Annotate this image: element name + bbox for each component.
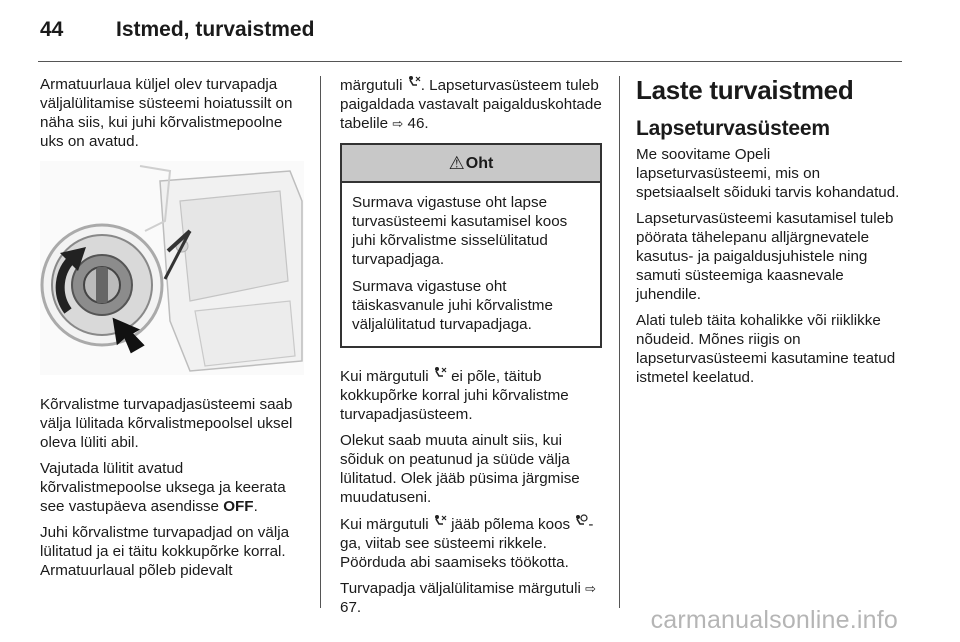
column-1 [40,75,308,587]
warning-text: Surmava vigastuse oht täiskasvanule juhi kõrvalistme väljalülitatud turvapadjaga. [352,278,553,333]
paragraph: Armatuurlaua küljel olev turvapadja väljalülitamise süsteemi hoiatussilt on näha siis, kui juhi kõrvalistmepoolne uks on avatud. [40,76,293,150]
paragraph: Vajutada lülitit avatud kõrvalistmepoolse uksega ja keerata see vastupäeva asendisse OFF. [40,460,286,515]
subsection-heading: Lapseturvasüsteem [636,117,830,140]
airbag-icon [574,514,588,533]
paragraph: Juhi kõrvalistme turvapadjad on välja lülitatud ja ei täitu kokkupõrke korral. Armatuurlaual põleb pidevalt [40,524,290,579]
warning-box [340,143,602,348]
paragraph: märgutuli . Lapseturvasüsteem tuleb paigaldada vastavalt paigalduskohtade tabelile ⇨ 46. [340,77,602,132]
airbag-off-icon [433,366,447,385]
page-header [40,18,314,48]
ref-arrow-icon: ⇨ [585,581,596,596]
airbag-off-icon [433,514,447,533]
section-heading: Laste turvaistmed [636,75,854,105]
watermark: carmanualsonline.info [650,606,898,634]
column-3 [636,75,906,394]
door-switch-illustration [40,161,304,375]
page-number: 44 [40,18,64,41]
warning-triangle-icon: ⚠ [448,152,465,173]
paragraph: Kui märgutuli jääb põlema koos -ga, viitab see süsteemi rikkele. Pöörduda abi saamiseks töökotta. [340,516,594,571]
column-2 [340,75,604,624]
off-keyword: OFF [223,498,254,515]
paragraph: Turvapadja väljalülitamise märgutuli ⇨ 67. [340,580,596,616]
column-divider-2 [619,76,620,608]
warning-header: ⚠ Oht [342,145,600,183]
chapter-title: Istmed, turvaistmed [116,18,315,41]
paragraph: Lapseturvasüsteemi kasutamisel tuleb pöörata tähelepanu alljärgnevatele kasutus- ja paigaldusjuhistele ning samuti süsteemiga kaasnevale juhendile. [636,210,894,303]
warning-text: Surmava vigastuse oht lapse turvasüsteemi kasutamisel koos juhi kõrvalistme sisselülitatud turvapadjaga. [352,194,568,268]
paragraph: Kõrvalistme turvapadjasüsteemi saab välja lülitada kõrvalistmepoolsel uksel oleva lüliti abil. [40,396,293,451]
header-rule [38,61,902,62]
paragraph: Olekut saab muuta ainult siis, kui sõiduk on peatunud ja süüde välja lülitatud. Olek jääb püsima järgmise muudatuseni. [340,432,580,506]
ref-arrow-icon: ⇨ [392,116,404,131]
paragraph: Alati tuleb täita kohalikke või riiklikke nõudeid. Mõnes riigis on lapseturvasüsteemi kasutamine teatud istmetel keelatud. [636,312,896,386]
airbag-off-icon [407,75,421,94]
paragraph: Me soovitame Opeli lapseturvasüsteemi, mis on spetsiaalselt sõiduki tarvis kohandatud. [636,146,900,201]
column-divider-1 [320,76,321,608]
paragraph: Kui märgutuli ei põle, täitub kokkupõrke korral juhi kõrvalistme turvapadjasüsteem. [340,368,569,423]
